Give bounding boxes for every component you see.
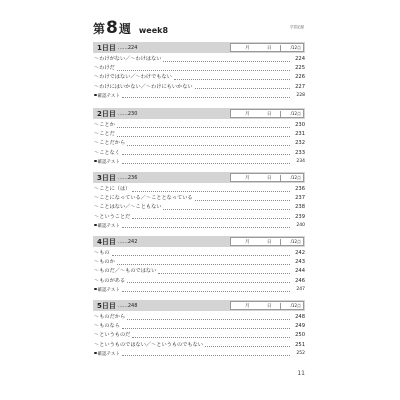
lesson-page: 230	[295, 121, 305, 128]
day-section	[93, 172, 305, 231]
study-date-box	[230, 109, 304, 118]
lesson-page: 234	[296, 159, 305, 165]
week-title	[93, 18, 168, 38]
review-test-row[interactable]	[93, 158, 305, 167]
lesson-title: 〜ことなく	[94, 149, 120, 156]
week-english: week8	[138, 26, 169, 35]
lesson-page: 231	[295, 131, 305, 138]
day-label: 4日目	[97, 237, 116, 246]
lesson-row[interactable]	[93, 267, 305, 276]
week-header	[93, 18, 305, 40]
dot-leader	[122, 328, 290, 329]
lesson-row[interactable]	[93, 121, 305, 130]
lesson-title: 〜ものなら	[94, 323, 120, 330]
lesson-page: 237	[295, 195, 305, 202]
date-month-label: 月	[245, 175, 250, 181]
dot-leader	[122, 97, 290, 98]
dot-leader	[112, 255, 290, 256]
lesson-page: 243	[295, 259, 305, 266]
dot-leader	[117, 70, 290, 71]
lesson-title: 〜ことだ	[94, 131, 115, 138]
lesson-row[interactable]	[93, 194, 305, 203]
lesson-page: 246	[295, 277, 305, 284]
study-date-box	[230, 43, 304, 52]
lesson-title: 〜ことに（は）	[94, 185, 131, 192]
date-divider	[280, 175, 281, 181]
lesson-row[interactable]	[93, 313, 305, 322]
lesson-row[interactable]	[93, 249, 305, 258]
day-label: 2日目	[97, 109, 116, 118]
day-start-page: ……230	[117, 110, 138, 117]
dot-leader	[122, 154, 290, 155]
lesson-page: 251	[295, 341, 305, 348]
score-count: /12点	[290, 44, 301, 50]
score-count: /12点	[290, 110, 301, 116]
dot-leader	[122, 291, 290, 292]
lesson-title: 〜わけだ	[94, 65, 115, 72]
date-day-label: 日	[267, 175, 272, 181]
study-date-box	[230, 301, 304, 310]
dot-leader	[132, 218, 290, 219]
day-start-page: ……236	[117, 174, 138, 181]
lesson-list	[93, 121, 305, 167]
lesson-title: 〜ものか	[94, 259, 115, 266]
date-day-label: 日	[267, 45, 272, 51]
lesson-row[interactable]	[93, 277, 305, 286]
lesson-page: 238	[295, 204, 305, 211]
lesson-row[interactable]	[93, 73, 305, 82]
lesson-page: 232	[295, 140, 305, 147]
date-month-label: 月	[245, 239, 250, 245]
lesson-row[interactable]	[93, 331, 305, 340]
lesson-page: 240	[296, 223, 305, 229]
lesson-page: 247	[296, 287, 305, 293]
dot-leader	[122, 227, 290, 228]
lesson-title: 確認テスト	[93, 94, 120, 99]
lesson-title: 〜ものだ／〜ものではない	[94, 268, 157, 275]
date-divider	[280, 239, 281, 245]
lesson-title: 〜ことになっている／〜こととなっている	[94, 195, 193, 202]
lesson-page: 239	[295, 213, 305, 220]
date-month-label: 月	[245, 45, 250, 51]
lesson-list	[93, 313, 305, 359]
lesson-title: 〜ということだ	[94, 213, 131, 220]
lesson-title: 〜わけではない／〜わけでもない	[94, 74, 172, 81]
date-day-label: 日	[267, 303, 272, 309]
dot-leader	[158, 273, 290, 274]
day-start-page: ……248	[117, 302, 138, 309]
lesson-page: 226	[295, 74, 305, 81]
date-divider	[280, 45, 281, 51]
dot-leader	[132, 337, 290, 338]
study-date-box	[230, 173, 304, 182]
lesson-page: 244	[295, 268, 305, 275]
lesson-title: 確認テスト	[93, 288, 120, 293]
lesson-row[interactable]	[93, 130, 305, 139]
day-section	[93, 42, 305, 101]
lesson-title: 〜ものがある	[94, 277, 126, 284]
day-label: 3日目	[97, 173, 116, 182]
dot-leader	[163, 61, 290, 62]
lesson-row[interactable]	[93, 149, 305, 158]
lesson-page: 250	[295, 332, 305, 339]
day-header-bar	[93, 42, 305, 53]
dot-leader	[117, 264, 290, 265]
lesson-title: 〜ことか	[94, 121, 115, 128]
dot-leader	[127, 145, 290, 146]
lesson-title: 〜ことだから	[94, 140, 126, 147]
lesson-title: 確認テスト	[93, 224, 120, 229]
lesson-list	[93, 55, 305, 101]
review-test-row[interactable]	[93, 222, 305, 231]
lesson-title: 〜もの	[94, 249, 110, 256]
study-date-box	[230, 237, 304, 246]
dot-leader	[122, 163, 290, 164]
lesson-page: 228	[296, 93, 305, 99]
lesson-page: 227	[295, 83, 305, 90]
review-test-row[interactable]	[93, 92, 305, 101]
dot-leader	[205, 346, 290, 347]
lesson-title: 〜ものだから	[94, 313, 126, 320]
lesson-row[interactable]	[93, 83, 305, 92]
lesson-row[interactable]	[93, 258, 305, 267]
page-number: 11	[297, 370, 305, 377]
score-count: /12点	[290, 238, 301, 244]
lesson-page: 242	[295, 249, 305, 256]
lesson-row[interactable]	[93, 341, 305, 350]
lesson-row[interactable]	[93, 55, 305, 64]
dot-leader	[195, 88, 290, 89]
day-header-bar	[93, 108, 305, 119]
lesson-list	[93, 185, 305, 231]
lesson-row[interactable]	[93, 213, 305, 222]
lesson-title: 〜というものではない／〜というものでもない	[94, 341, 203, 348]
dot-leader	[163, 209, 290, 210]
date-day-label: 日	[267, 111, 272, 117]
day-label: 5日目	[97, 301, 116, 310]
lesson-row[interactable]	[93, 185, 305, 194]
week-suffix: 週	[118, 22, 131, 36]
lesson-row[interactable]	[93, 322, 305, 331]
lesson-page: 233	[295, 149, 305, 156]
lesson-page: 225	[295, 65, 305, 72]
lesson-row[interactable]	[93, 203, 305, 212]
week-number: 8	[106, 18, 118, 38]
lesson-page: 249	[295, 323, 305, 330]
day-start-page: ……224	[117, 44, 138, 51]
dot-leader	[195, 200, 290, 201]
day-header-bar	[93, 172, 305, 183]
day-section	[93, 108, 305, 167]
study-record-label: 学習記録	[290, 25, 304, 29]
lesson-title: 〜ことはない／〜こともない	[94, 204, 162, 211]
day-section	[93, 236, 305, 295]
lesson-title: 確認テスト	[93, 352, 120, 357]
week-prefix: 第	[93, 22, 106, 36]
dot-leader	[117, 127, 290, 128]
day-section	[93, 300, 305, 359]
review-test-row[interactable]	[93, 350, 305, 359]
score-count: /12点	[290, 302, 301, 308]
lesson-page: 236	[295, 185, 305, 192]
dot-leader	[127, 282, 290, 283]
day-label: 1日目	[97, 43, 116, 52]
date-month-label: 月	[245, 303, 250, 309]
day-header-bar	[93, 300, 305, 311]
table-of-contents	[93, 18, 305, 357]
lesson-title: 〜わけにはいかない／〜わけにもいかない	[94, 83, 193, 90]
lesson-page: 224	[295, 55, 305, 62]
day-header-bar	[93, 236, 305, 247]
dot-leader	[132, 191, 290, 192]
lesson-title: 〜わけがない／〜わけはない	[94, 55, 162, 62]
dot-leader	[174, 79, 290, 80]
lesson-list	[93, 249, 305, 295]
date-divider	[280, 303, 281, 309]
review-test-row[interactable]	[93, 286, 305, 295]
lesson-title: 確認テスト	[93, 160, 120, 165]
lesson-title: 〜というものだ	[94, 332, 131, 339]
dot-leader	[117, 136, 290, 137]
lesson-page: 248	[295, 313, 305, 320]
lesson-row[interactable]	[93, 139, 305, 148]
day-start-page: ……242	[117, 238, 138, 245]
date-divider	[280, 111, 281, 117]
date-day-label: 日	[267, 239, 272, 245]
dot-leader	[127, 319, 290, 320]
lesson-row[interactable]	[93, 64, 305, 73]
score-count: /12点	[290, 174, 301, 180]
date-month-label: 月	[245, 111, 250, 117]
dot-leader	[122, 355, 290, 356]
lesson-page: 252	[296, 351, 305, 357]
